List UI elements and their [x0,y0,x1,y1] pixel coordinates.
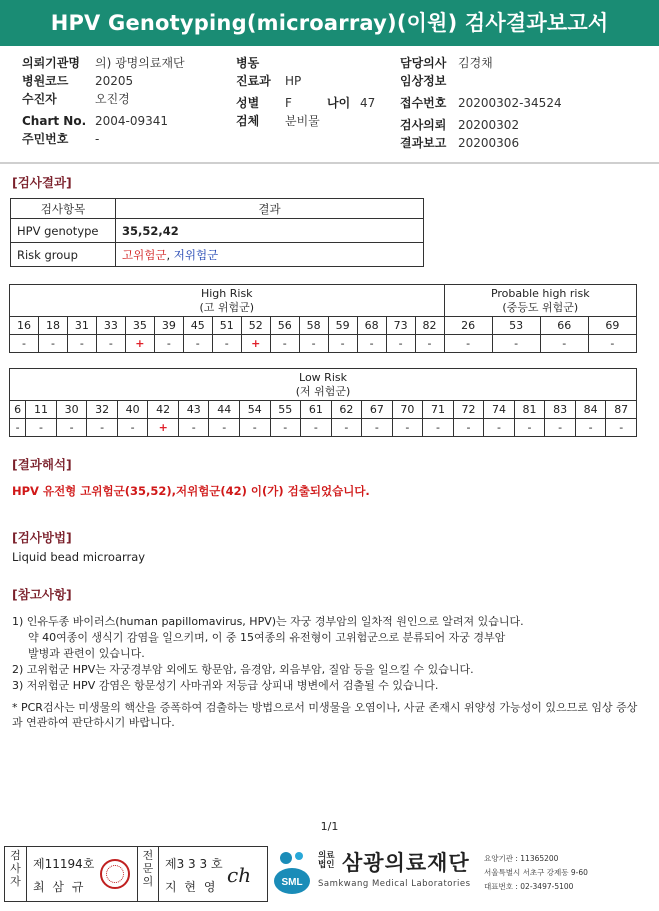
high-risk-result-15: - [444,335,492,353]
low-risk-result-2: - [56,419,87,437]
low-risk-type-1: 11 [26,401,57,419]
low-risk-result-1: - [26,419,57,437]
low-risk-genotype-table [9,368,637,437]
institution-label: 의뢰기관명 [22,56,80,70]
low-risk-result-11: - [331,419,362,437]
request-value: 20200302 [458,118,520,132]
lab-brand [270,846,655,902]
age-value: 47 [360,96,376,110]
high-risk-type-1: 18 [38,317,67,335]
col-result-header: 결과 [116,199,424,219]
clinical-label: 임상정보 [400,74,447,88]
section-result-title: [검사결과] [12,175,72,190]
high-risk-subtitle: (고 위험군) [199,300,255,314]
high-risk-type-6: 45 [183,317,212,335]
col-item-header: 검사항목 [11,199,116,219]
low-risk-result-13: - [392,419,423,437]
high-risk-type-8: 52 [241,317,270,335]
high-risk-genotype-table [9,284,637,353]
high-risk-result-2: - [67,335,96,353]
high-risk-result-10: - [299,335,328,353]
low-risk-result-16: - [484,419,515,437]
seal-stamp [100,859,130,889]
specimen-label: 검체 [236,114,260,128]
low-risk-result-14: - [423,419,454,437]
genotype-label: HPV genotype [11,219,116,243]
resident-value: - [95,132,100,146]
low-risk-type-5: 42 [148,401,179,419]
low-risk-result-20: - [606,419,637,437]
high-risk-type-12: 68 [357,317,386,335]
high-risk-header [10,285,445,317]
low-risk-result-9: - [270,419,301,437]
low-risk-result-15: - [453,419,484,437]
low-risk-result-10: - [301,419,332,437]
high-risk-type-13: 73 [386,317,415,335]
note-3: 3) 저위험군 HPV 감염은 항문성기 사마귀와 저등급 상피내 병변에서 검출될 수 있습니다. [12,679,439,692]
high-risk-type-11: 59 [328,317,357,335]
note-2: 2) 고위험군 HPV는 자궁경부암 외에도 항문암, 음경암, 외음부암, 질암 등을 일으킬 수 있습니다. [12,663,474,676]
high-risk-type-10: 58 [299,317,328,335]
low-risk-subtitle: (저 위험군) [295,384,351,398]
low-risk-type-row [10,401,637,419]
hospital-code-value: 20205 [95,74,134,88]
high-risk-type-14: 82 [415,317,444,335]
specimen-value: 분비물 [285,114,320,128]
dept-label: 진료과 [236,74,271,88]
high-risk-result-3: - [96,335,125,353]
low-risk-type-14: 71 [423,401,454,419]
high-risk-result-5: - [154,335,183,353]
high-risk-result-row [10,335,637,353]
note-1c: 발병과 관련이 있습니다. [28,647,145,660]
low-risk-type-11: 62 [331,401,362,419]
high-risk-result-13: - [386,335,415,353]
risk-separator: , [166,247,171,262]
institution-value: 의) 광명의료재단 [95,56,185,70]
low-risk-result-18: - [545,419,576,437]
examiner-number: 제11194호 [33,857,95,871]
low-risk-header [10,369,637,401]
low-risk-type-2: 30 [56,401,87,419]
low-risk-result-8: - [240,419,271,437]
high-risk-result-9: - [270,335,299,353]
receipt-value: 20200302-34524 [458,96,562,110]
high-risk-result-14: - [415,335,444,353]
low-risk-result-3: - [87,419,118,437]
doctor-label: 담당의사 [400,56,447,70]
brand-corp-type-1: 의료 [318,851,335,861]
brand-phone: 대표번호 : 02-3497-5100 [484,882,574,891]
high-risk-result-8: + [241,335,270,353]
low-risk-type-8: 54 [240,401,271,419]
sex-value: F [285,96,292,110]
note-1b: 약 40여종이 생식기 감염을 일으키며, 이 중 15여종의 유전형이 고위험군으로 분류되어 자궁 경부암 [28,631,506,644]
high-risk-type-2: 31 [67,317,96,335]
request-label: 검사의뢰 [400,118,447,132]
high-risk-type-0: 16 [10,317,39,335]
chart-label: Chart No. [22,114,87,128]
patient-label: 수진자 [22,92,57,106]
high-risk-result-11: - [328,335,357,353]
probable-high-risk-title: Probable high risk [490,286,590,300]
high-risk-type-3: 33 [96,317,125,335]
low-risk-type-18: 83 [545,401,576,419]
age-label: 나이 [327,96,351,110]
brand-name: 삼광의료재단 [342,851,470,875]
probable-high-risk-header [444,285,636,317]
dept-value: HP [285,74,302,88]
probable-high-risk-subtitle: (중등도 위험군) [502,300,579,314]
low-risk-type-17: 81 [514,401,545,419]
low-risk-result-7: - [209,419,240,437]
sex-label: 성별 [236,96,260,110]
ward-label: 병동 [236,56,260,70]
low-risk-result-17: - [514,419,545,437]
high-risk-result-0: - [10,335,39,353]
low-risk-type-10: 61 [301,401,332,419]
high-risk-result-12: - [357,335,386,353]
brand-street: 서울특별시 서초구 강제동 9-60 [484,868,588,877]
signature-box [4,846,268,902]
hospital-code-label: 병원코드 [22,74,69,88]
page-number: 1/1 [320,820,339,833]
patient-info [0,54,659,162]
low-risk-type-0: 6 [10,401,26,419]
low-risk-title: Low Risk [299,370,347,384]
high-risk-result-7: - [212,335,241,353]
risk-low-text: 저위험군 [173,247,219,262]
risk-high-text: 고위험군 [122,247,167,262]
interpretation-text: HPV 유전형 고위험군(35,52),저위험군(42) 이(가) 검출되었습니다. [12,484,370,498]
brand-english-name: Samkwang Medical Laboratories [318,879,471,889]
examiner-name: 최 삼 규 [33,880,86,894]
low-risk-type-13: 70 [392,401,423,419]
high-risk-result-1: - [38,335,67,353]
risk-group-label: Risk group [11,243,116,267]
section-notes-title: [참고사항] [12,587,72,602]
risk-group-value [116,243,424,267]
low-risk-result-4: - [117,419,148,437]
brand-corp-type [318,852,334,870]
low-risk-result-12: - [362,419,393,437]
genotype-value: 35,52,42 [116,219,424,243]
chart-value: 2004-09341 [95,114,169,128]
low-risk-type-19: 84 [575,401,606,419]
report-date-value: 20200306 [458,136,520,150]
high-risk-type-17: 66 [540,317,588,335]
low-risk-result-6: - [178,419,209,437]
note-1a: 1) 인유두종 바이러스(human papillomavirus, HPV)는 자궁 경부암의 일차적 원인으로 알려져 있습니다. [12,615,524,628]
low-risk-type-7: 44 [209,401,240,419]
low-risk-result-19: - [575,419,606,437]
low-risk-type-6: 43 [178,401,209,419]
sml-logo-icon [272,848,312,896]
high-risk-type-18: 69 [588,317,636,335]
low-risk-result-row [10,419,637,437]
report-date-label: 결과보고 [400,136,447,150]
high-risk-type-5: 39 [154,317,183,335]
low-risk-result-0: - [10,419,26,437]
resident-label: 주민번호 [22,132,69,146]
high-risk-type-16: 53 [492,317,540,335]
low-risk-type-4: 40 [117,401,148,419]
high-risk-result-6: - [183,335,212,353]
high-risk-result-4: + [125,335,154,353]
high-risk-result-17: - [540,335,588,353]
low-risk-type-16: 74 [484,401,515,419]
section-method-title: [검사방법] [12,530,72,545]
examiner-label: 검사자 [5,847,27,901]
high-risk-type-15: 26 [444,317,492,335]
high-risk-title: High Risk [200,286,253,300]
specialist-label: 전문의 [137,847,159,901]
notes [12,614,642,730]
specialist-number: 제3 3 3 호 [165,857,223,871]
brand-address [484,852,588,894]
low-risk-type-3: 32 [87,401,118,419]
low-risk-result-5: + [148,419,179,437]
header-divider [0,162,659,164]
receipt-label: 접수번호 [400,96,447,110]
high-risk-type-row [10,317,637,335]
result-table [10,198,424,267]
brand-code: 요양기관 : 11365200 [484,854,559,863]
low-risk-type-20: 87 [606,401,637,419]
high-risk-result-18: - [588,335,636,353]
method-text: Liquid bead microarray [12,550,146,564]
doctor-value: 김경채 [458,56,493,70]
signature: ch [227,863,252,887]
high-risk-result-16: - [492,335,540,353]
sml-logo-text: SML [281,877,303,888]
high-risk-type-9: 56 [270,317,299,335]
report-title: HPV Genotyping(microarray)(이원) 검사결과보고서 [0,0,659,46]
low-risk-type-9: 55 [270,401,301,419]
section-interpretation-title: [결과해석] [12,457,72,472]
specialist-name: 지 현 영 [165,880,218,894]
patient-value: 오진경 [95,92,130,106]
low-risk-type-15: 72 [453,401,484,419]
high-risk-type-4: 35 [125,317,154,335]
low-risk-type-12: 67 [362,401,393,419]
high-risk-type-7: 51 [212,317,241,335]
brand-corp-type-2: 법인 [318,860,335,870]
note-pcr: * PCR검사는 미생물의 핵산을 증폭하여 검출하는 방법으로서 미생물을 오염이나, 사균 존재시 위양성 가능성이 있으므로 임상 증상과 연관하여 판단하시기 바랍니다. [12,701,638,729]
